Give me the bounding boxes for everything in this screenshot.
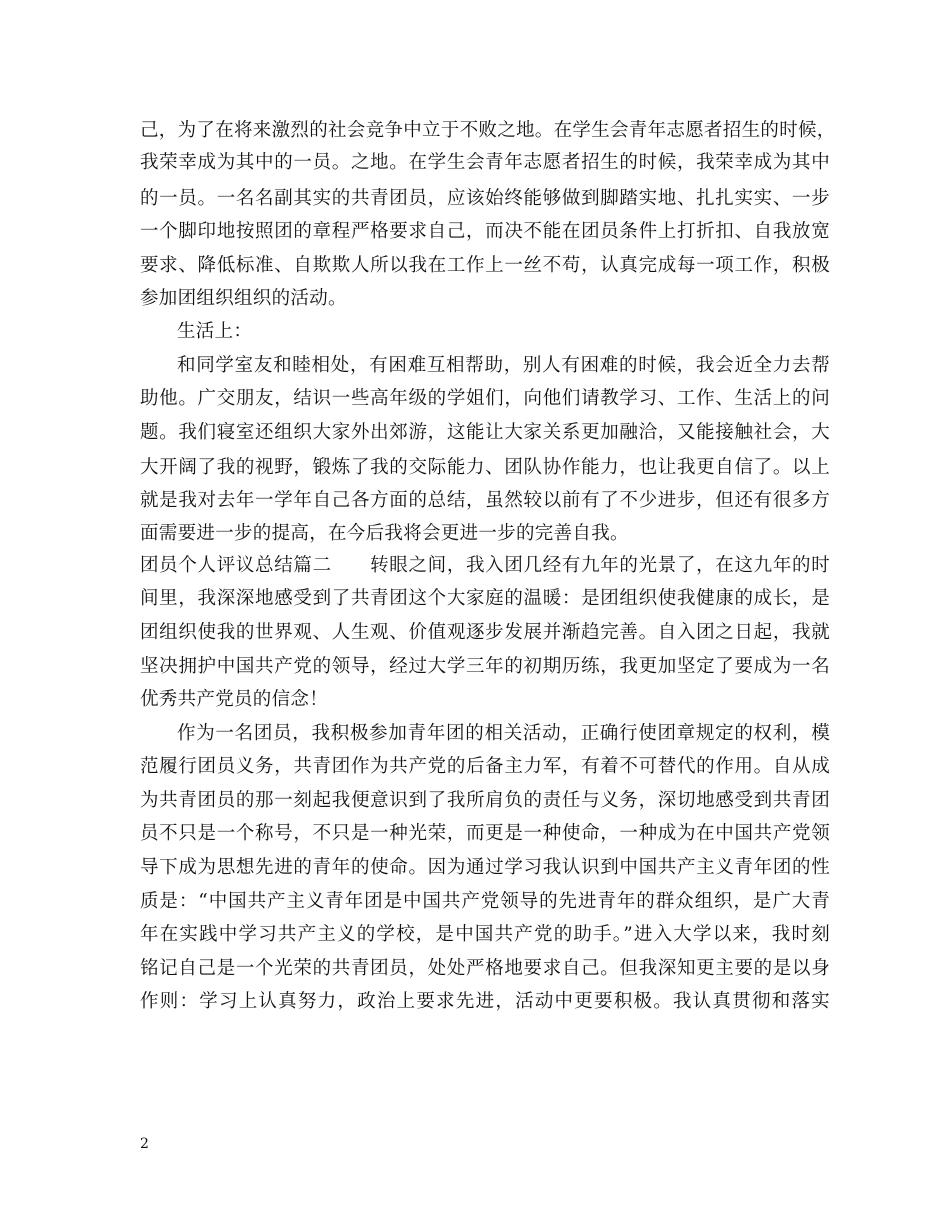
text-line: 坚决拥护中国共产党的领导，经过大学三年的初期历练，我更加坚定了要成为一名 (140, 656, 830, 677)
text-line: 助他。广交朋友，结识一些高年级的学姐们，向他们请教学习、工作、生活上的问 (140, 388, 830, 409)
text-line: 和同学室友和睦相处，有困难互相帮助，别人有困难的时候，我会近全力去帮 (177, 355, 830, 376)
text-line: 为共青团员的那一刻起我便意识到了我所肩负的责任与义务，深切地感受到共青团 (140, 790, 830, 811)
text-line: 范履行团员义务，共青团作为共产党的后备主力军，有着不可替代的作用。自从成 (140, 756, 830, 777)
text-line: 要求、降低标准、自欺欺人所以我在工作上一丝不苟，认真完成每一项工作，积极 (140, 255, 830, 276)
text-line: 团员个人评议总结篇二 转眼之间，我入团几经有九年的光景了，在这九年的时 (140, 555, 830, 576)
text-line: 就是我对去年一学年自己各方面的总结，虽然较以前有了不少进步，但还有很多方 (140, 490, 830, 511)
text-line: 团组织使我的世界观、人生观、价值观逐步发展并渐趋完善。自入团之日起，我就 (140, 622, 830, 643)
text-line: 年在实践中学习共产主义的学校，是中国共产党的助手。”进入大学以来，我时刻 (140, 924, 830, 945)
text-line: 优秀共产党员的信念！ (140, 689, 329, 710)
text-line: 参加团组织组织的活动。 (140, 288, 347, 309)
text-line: 大开阔了我的视野，锻炼了我的交际能力、团队协作能力，也让我更自信了。以上 (140, 457, 830, 478)
text-line: 我荣幸成为其中的一员。之地。在学生会青年志愿者招生的时候，我荣幸成为其中 (140, 152, 830, 173)
text-line: 题。我们寝室还组织大家外出郊游，这能让大家关系更加融洽，又能接触社会，大 (140, 422, 830, 443)
text-line: 一个脚印地按照团的章程严格要求自己，而决不能在团员条件上打折扣、自我放宽 (140, 221, 830, 242)
text-line: 员不只是一个称号，不只是一种光荣，而更是一种使命，一种成为在中国共产党领 (140, 823, 830, 844)
text-line: 作为一名团员，我积极参加青年团的相关活动，正确行使团章规定的权利，模 (177, 723, 830, 744)
text-line: 面需要进一步的提高，在今后我将会更进一步的完善自我。 (140, 523, 629, 544)
section-heading: 生活上： (177, 321, 253, 342)
text-line: 质是：“中国共产主义青年团是中国共产党领导的先进青年的群众组织，是广大青 (140, 891, 830, 912)
text-line: 导下成为思想先进的青年的使命。因为通过学习我认识到中国共产主义青年团的性 (140, 857, 830, 878)
text-line: 的一员。一名名副其实的共青团员，应该始终能够做到脚踏实地、扎扎实实、一步 (140, 188, 830, 209)
text-line: 己，为了在将来激烈的社会竞争中立于不败之地。在学生会青年志愿者招生的时候， (140, 120, 836, 141)
text-line: 间里，我深深地感受到了共青团这个大家庭的温暖：是团组织使我健康的成长，是 (140, 588, 830, 609)
page-number: 2 (140, 1136, 149, 1152)
text-line: 作则：学习上认真努力，政治上要求先进，活动中更要积极。我认真贯彻和落实 (140, 991, 830, 1012)
text-line: 铭记自己是一个光荣的共青团员，处处严格地要求自己。但我深知更主要的是以身 (140, 958, 830, 979)
